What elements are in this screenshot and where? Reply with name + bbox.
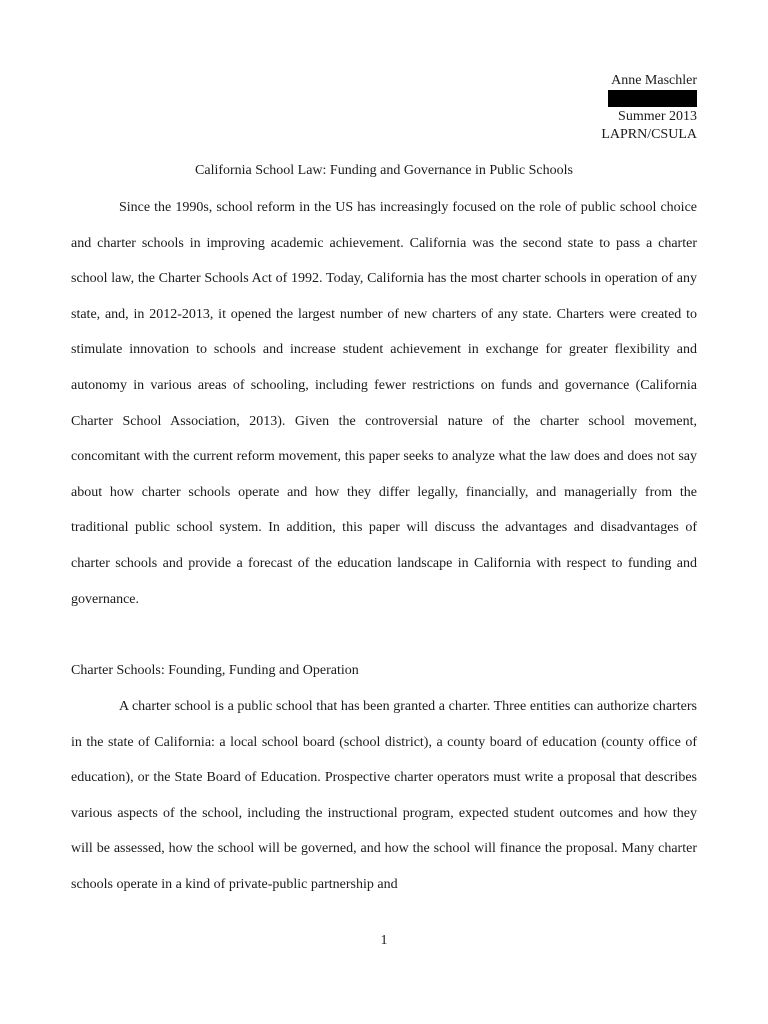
paper-title: California School Law: Funding and Governance in Public Schools (195, 163, 573, 178)
term: Summer 2013 (618, 109, 697, 124)
redaction-bar (608, 90, 697, 107)
paragraph-intro: Since the 1990s, school reform in the US has increasingly focused on the role of public school choice and charter schools in improving academic achievement. California was the second state to pass a charter school law, the Charter Schools Act of 1992. Today, California has the most charter schools in operation of any state, and, in 2012-2013, it opened the largest number of new charters of any state. Charters were created to stimulate innovation to schools and increase student achievement in exchange for greater flexibility and autonomy in various areas of schooling, including fewer restrictions on funds and governance (California Charter School Association, 2013). Given the controversial nature of the charter school movement, concomitant with the current reform movement, this paper seeks to analyze what the law does and does not say about how charter schools operate and how they differ legally, financially, and managerially from the traditional public school system. In addition, this paper will discuss the advantages and disadvantages of charter schools and provide a forecast of the education landscape in California with respect to funding and governance. (71, 200, 697, 607)
author-name: Anne Maschler (611, 73, 697, 88)
page-number: 1 (380, 933, 388, 948)
section-heading: Charter Schools: Founding, Funding and Operation (71, 663, 359, 678)
affiliation: LAPRN/CSULA (601, 127, 697, 142)
author-header (601, 72, 697, 144)
paragraph-charter-schools: A charter school is a public school that has been granted a charter. Three entities can authorize charters in the state of California: a local school board (school district), a county board of education (county office of education), or the State Board of Education. Prospective charter operators must write a proposal that describes various aspects of the school, including the instructional program, expected student outcomes and how they will be assessed, how the school will be governed, and how the school will finance the proposal. Many charter schools operate in a kind of private-public partnership and (71, 699, 697, 892)
